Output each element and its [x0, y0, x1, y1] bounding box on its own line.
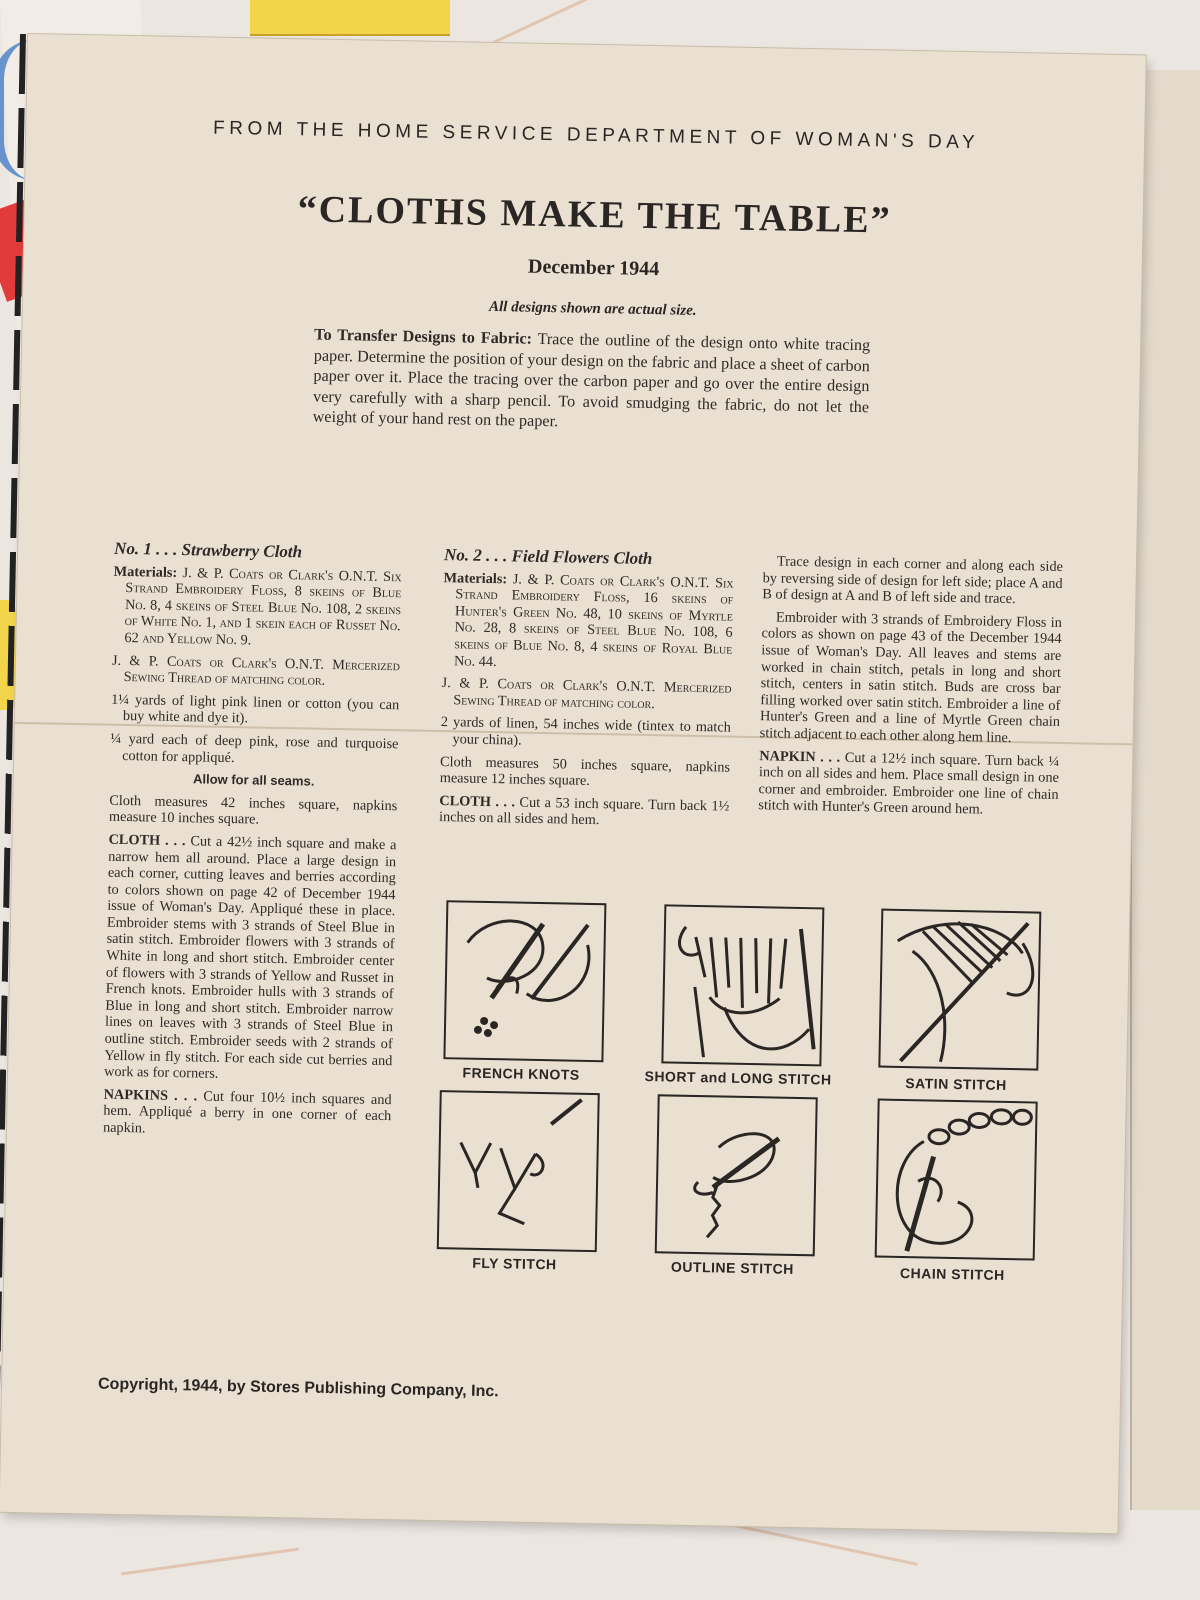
field-flowers-linen: 2 yards of linen, 54 inches wide (tintex to match your china).	[440, 714, 731, 749]
transfer-text: Trace the outline of the design onto white tracing paper. Determine the position of your design on the fabric and place a sheet of carbon paper over it. Place the tracing over the carbon paper and go over the entire design very carefully with a sharp pencil. To avoid smudging the fabric, do not let the weight of your hand rest on the paper.	[312, 329, 871, 431]
field-flowers-measures: Cloth measures 50 inches square, napkins measure 12 inches square.	[439, 753, 731, 790]
issue-date: December 1944	[527, 255, 660, 281]
background-yellow-print	[250, 0, 450, 36]
strawberry-materials	[112, 563, 402, 651]
french-knots-label: FRENCH KNOTS	[462, 1064, 580, 1083]
long-short-stitch-icon	[661, 904, 824, 1066]
materials-label: Materials:	[113, 563, 178, 581]
trace-instructions: Trace design in each corner and along each side by reversing side of design for left side; place A and B of design at A and B of left side and trace.	[762, 553, 1064, 608]
fly-stitch-icon	[437, 1090, 600, 1252]
strawberry-applique: ¼ yard each of deep pink, rose and turquoise cotton for appliqué.	[110, 730, 399, 766]
embroider-instructions: Embroider with 3 strands of Embroidery Floss in colors as shown on page 43 of the December 1944 issue of Woman's Day. All leaves and stems are worked in chain stitch, petals in long and short stitch, centers in satin stitch. Buds are cross bar filling worked over satin stitch. Embroider a line of Hunter's Green and a line of Myrtle Green chain stitch adjacent to each other along hem line.	[759, 609, 1063, 746]
transfer-instructions	[313, 325, 871, 438]
leaflet-page	[0, 34, 1146, 1533]
napkins-label: NAPKINS . . .	[103, 1086, 198, 1105]
materials-text: J. & P. Coats or Clark's O.N.T. Six Strand Embroidery Floss, 8 skeins of Blue No. 8, 4 skeins of Steel Blue No. 108, 2 skeins of White No. 1, and 1 skein each of Russet No. 62 and Yellow No. 9.	[124, 564, 402, 649]
actual-size-note: All designs shown are actual size.	[488, 298, 697, 319]
fly-stitch-label: FLY STITCH	[472, 1254, 557, 1273]
field-flowers-thread: J. & P. Coats or Clark's O.N.T. Mercerized Sewing Thread of matching color.	[441, 675, 732, 712]
cloth-label: CLOTH . . .	[108, 831, 186, 850]
satin-stitch-label: SATIN STITCH	[905, 1075, 1007, 1093]
marble-vein	[487, 0, 633, 47]
strawberry-cloth-instructions	[104, 832, 397, 1086]
page-title: “CLOTHS MAKE THE TABLE”	[297, 188, 892, 242]
satin-stitch-icon	[878, 909, 1041, 1071]
field-flowers-column	[439, 547, 734, 837]
strawberry-napkins-instructions	[103, 1086, 392, 1141]
copyright-notice: Copyright, 1944, by Stores Publishing Company, Inc.	[97, 1375, 499, 1401]
chain-stitch-label: CHAIN STITCH	[899, 1264, 1005, 1283]
strawberry-thread: J. & P. Coats or Clark's O.N.T. Mercerized Sewing Thread of matching color.	[111, 652, 401, 689]
cloth-text: Cut a 42½ inch square and make a narrow hem all around. Place a large design in each corner, cutting leaves and berries according to colors shown on page 42 of December 1944 issue of Woman's Day. Appliqué these in place. Embroider stems with 3 strands of Steel Blue in satin stitch. Embroider flowers with 3 strands of White in long and short stitch. Embroider center of flowers with 3 strands of Yellow and Russet in French knots. Embroider hulls with 3 strands of Blue in long and short stitch. Embroider narrow lines on leaves with 3 strands of Steel Blue in outline stitch. Embroider seeds with 2 strands of Yellow in fly stitch. For each side cut berries and work as for corners.	[103, 833, 397, 1083]
field-flowers-materials	[442, 570, 734, 675]
transfer-label: To Transfer Designs to Fabric:	[314, 325, 533, 348]
cloth-text: Cut a 53 inch square. Turn back 1½ inches on all sides and hem.	[438, 794, 730, 829]
strawberry-measures: Cloth measures 42 inches square, napkins measure 10 inches square.	[108, 792, 398, 828]
materials-text: J. & P. Coats or Clark's O.N.T. Six Strand Embroidery Floss, 16 skeins of Hunter's Green No. 48, 10 skeins of Myrtle No. 28, 8 skeins of Steel Blue No. 108, 6 skeins of Blue No. 8, 4 skeins of Royal Blue No. 44.	[453, 570, 734, 670]
cloth-label: CLOTH . . .	[439, 792, 516, 811]
strawberry-linen: 1¼ yards of light pink linen or cotton (you can buy white and dye it).	[111, 691, 400, 727]
field-flowers-heading: No. 2 . . . Field Flowers Cloth	[443, 545, 653, 569]
napkin-label: NAPKIN . . .	[759, 747, 841, 766]
outline-stitch-label: OUTLINE STITCH	[670, 1258, 795, 1277]
field-flowers-napkin-instructions	[758, 748, 1059, 820]
outline-stitch-icon	[655, 1094, 818, 1256]
chain-stitch-icon	[875, 1099, 1038, 1261]
french-knots-icon	[443, 900, 606, 1062]
materials-label: Materials:	[443, 569, 508, 587]
field-flowers-cloth-instructions	[439, 793, 730, 832]
strawberry-cloth-column	[102, 538, 402, 1148]
strawberry-heading: No. 1 . . . Strawberry Cloth	[113, 538, 303, 562]
napkin-text: Cut a 12½ inch square. Turn back ¼ inch on all sides and hem. Place small design in one corner and embroider. Embroider one line of chain stitch with Hunter's Green around hem.	[758, 749, 1060, 818]
seams-note: Allow for all seams.	[192, 771, 315, 789]
field-flowers-continued-column	[758, 553, 1063, 826]
department-header: FROM THE HOME SERVICE DEPARTMENT OF WOMAN'S DAY	[212, 117, 980, 154]
napkins-text: Cut four 10½ inch squares and hem. Appliqué a berry in one corner of each napkin.	[102, 1088, 392, 1137]
long-short-stitch-label: SHORT and LONG STITCH	[644, 1068, 832, 1088]
marble-vein	[121, 1547, 300, 1575]
